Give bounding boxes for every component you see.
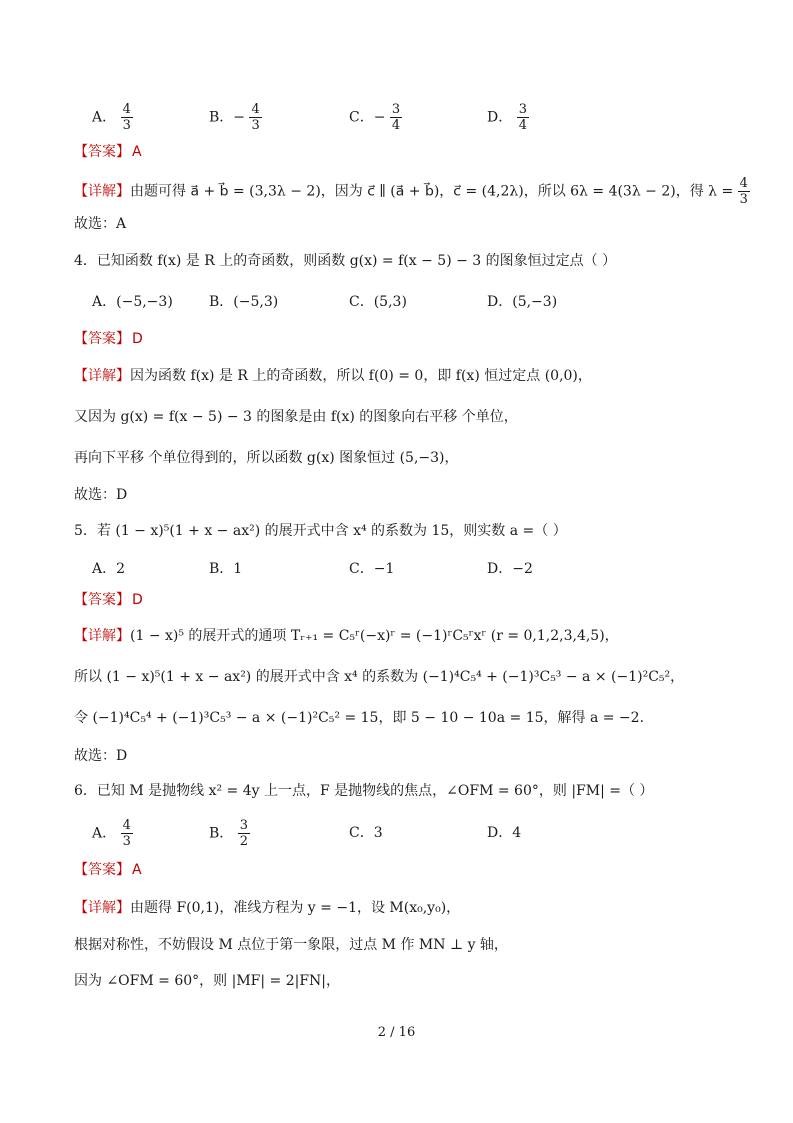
q5-answer: 【答案】 D [74, 592, 143, 608]
q4-stem: 4．已知函数 f(x) 是 R 上的奇函数，则函数 g(x) = f(x − 5) − 3 的图象恒过定点（ ） [74, 253, 617, 269]
q5-detail-line-3: 令 (−1)⁴C₅⁴ + (−1)³C₅³ − a × (−1)²C₅² = 15，即 5 − 10 − 10a = 15，解得 a = −2． [74, 710, 654, 726]
q4-option-a: A．(−5,−3) [92, 294, 173, 310]
q4-option-b: B．(−5,3) [209, 294, 279, 310]
q3-option-a: A． $\frac{4}{3}$ [92, 102, 131, 133]
q3-answer: 【答案】 A [74, 144, 142, 160]
q4-option-c: C．(5,3) [349, 294, 407, 310]
q4-option-d: D．(5,−3) [487, 294, 558, 310]
q5-detail-line-2: 所以 (1 − x)⁵(1 + x − ax²) 的展开式中含 x⁴ 的系数为 (−1)⁴C₅⁴ + (−1)³C₅³ − a × (−1)²C₅²， [74, 669, 685, 685]
q5-option-c: C．−1 [349, 561, 395, 577]
q5-choose: 故选：D [74, 748, 128, 764]
q6-stem: 6．已知 M 是抛物线 x² = 4y 上一点，F 是抛物线的焦点，∠OFM = 60°，则 |FM| =（ ） [74, 783, 654, 799]
q3-option-b: B．− $\frac{4}{3}$ [209, 102, 260, 133]
q3-detail: 【详解】由题可得 a⃗ + b⃗ = (3,3λ − 2)，因为 c⃗ ∥ (a⃗ + b⃗)，c⃗ = (4,2λ)，所以 6λ = 4(3λ − 2)，得 λ = $\frac{4}{3}$ [74, 176, 748, 207]
q3-option-c: C．− $\frac{3}{4}$ [349, 102, 401, 133]
q6-option-a: A． $\frac{4}{3}$ [92, 818, 131, 849]
q4-choose: 故选：D [74, 487, 128, 503]
q5-detail-line-1: 【详解】(1 − x)⁵ 的展开式的通项 Tᵣ₊₁ = C₅ʳ(−x)ʳ = (−1)ʳC₅ʳxʳ (r = 0,1,2,3,4,5)， [74, 628, 619, 644]
q5-stem: 5．若 (1 − x)⁵(1 + x − ax²) 的展开式中含 x⁴ 的系数为 15，则实数 a =（ ） [74, 523, 567, 539]
q3-choose: 故选：A [74, 216, 127, 232]
q6-detail-line-2: 根据对称性，不妨假设 M 点位于第一象限，过点 M 作 MN ⊥ y 轴， [74, 937, 508, 953]
q6-option-c: C．3 [349, 825, 383, 841]
q5-option-a: A．2 [92, 561, 126, 577]
q6-option-b: B． $\frac{3}{2}$ [209, 818, 249, 849]
page-number: 2 / 16 [377, 1025, 416, 1040]
q6-detail-line-3: 因为 ∠OFM = 60°，则 |MF| = 2|FN|， [74, 973, 341, 989]
q5-option-b: B．1 [209, 561, 243, 577]
q4-answer: 【答案】 D [74, 331, 143, 347]
q6-option-d: D．4 [487, 825, 522, 841]
q4-detail-line-2: 又因为 g(x) = f(x − 5) − 3 的图象是由 f(x) 的图象向右平移 个单位， [74, 409, 518, 425]
q6-detail-line-1: 【详解】由题得 F(0,1)，准线方程为 y = −1，设 M(x₀,y₀)， [74, 900, 461, 916]
q4-detail-line-3: 再向下平移 个单位得到的，所以函数 g(x) 图象恒过 (5,−3)， [74, 450, 459, 466]
q3-option-d: D． $\frac{3}{4}$ [487, 102, 527, 133]
q6-answer: 【答案】 A [74, 862, 142, 878]
q4-detail-line-1: 【详解】因为函数 f(x) 是 R 上的奇函数，所以 f(0) = 0，即 f(x) 恒过定点 (0,0)， [74, 368, 592, 384]
q5-option-d: D．−2 [487, 561, 533, 577]
